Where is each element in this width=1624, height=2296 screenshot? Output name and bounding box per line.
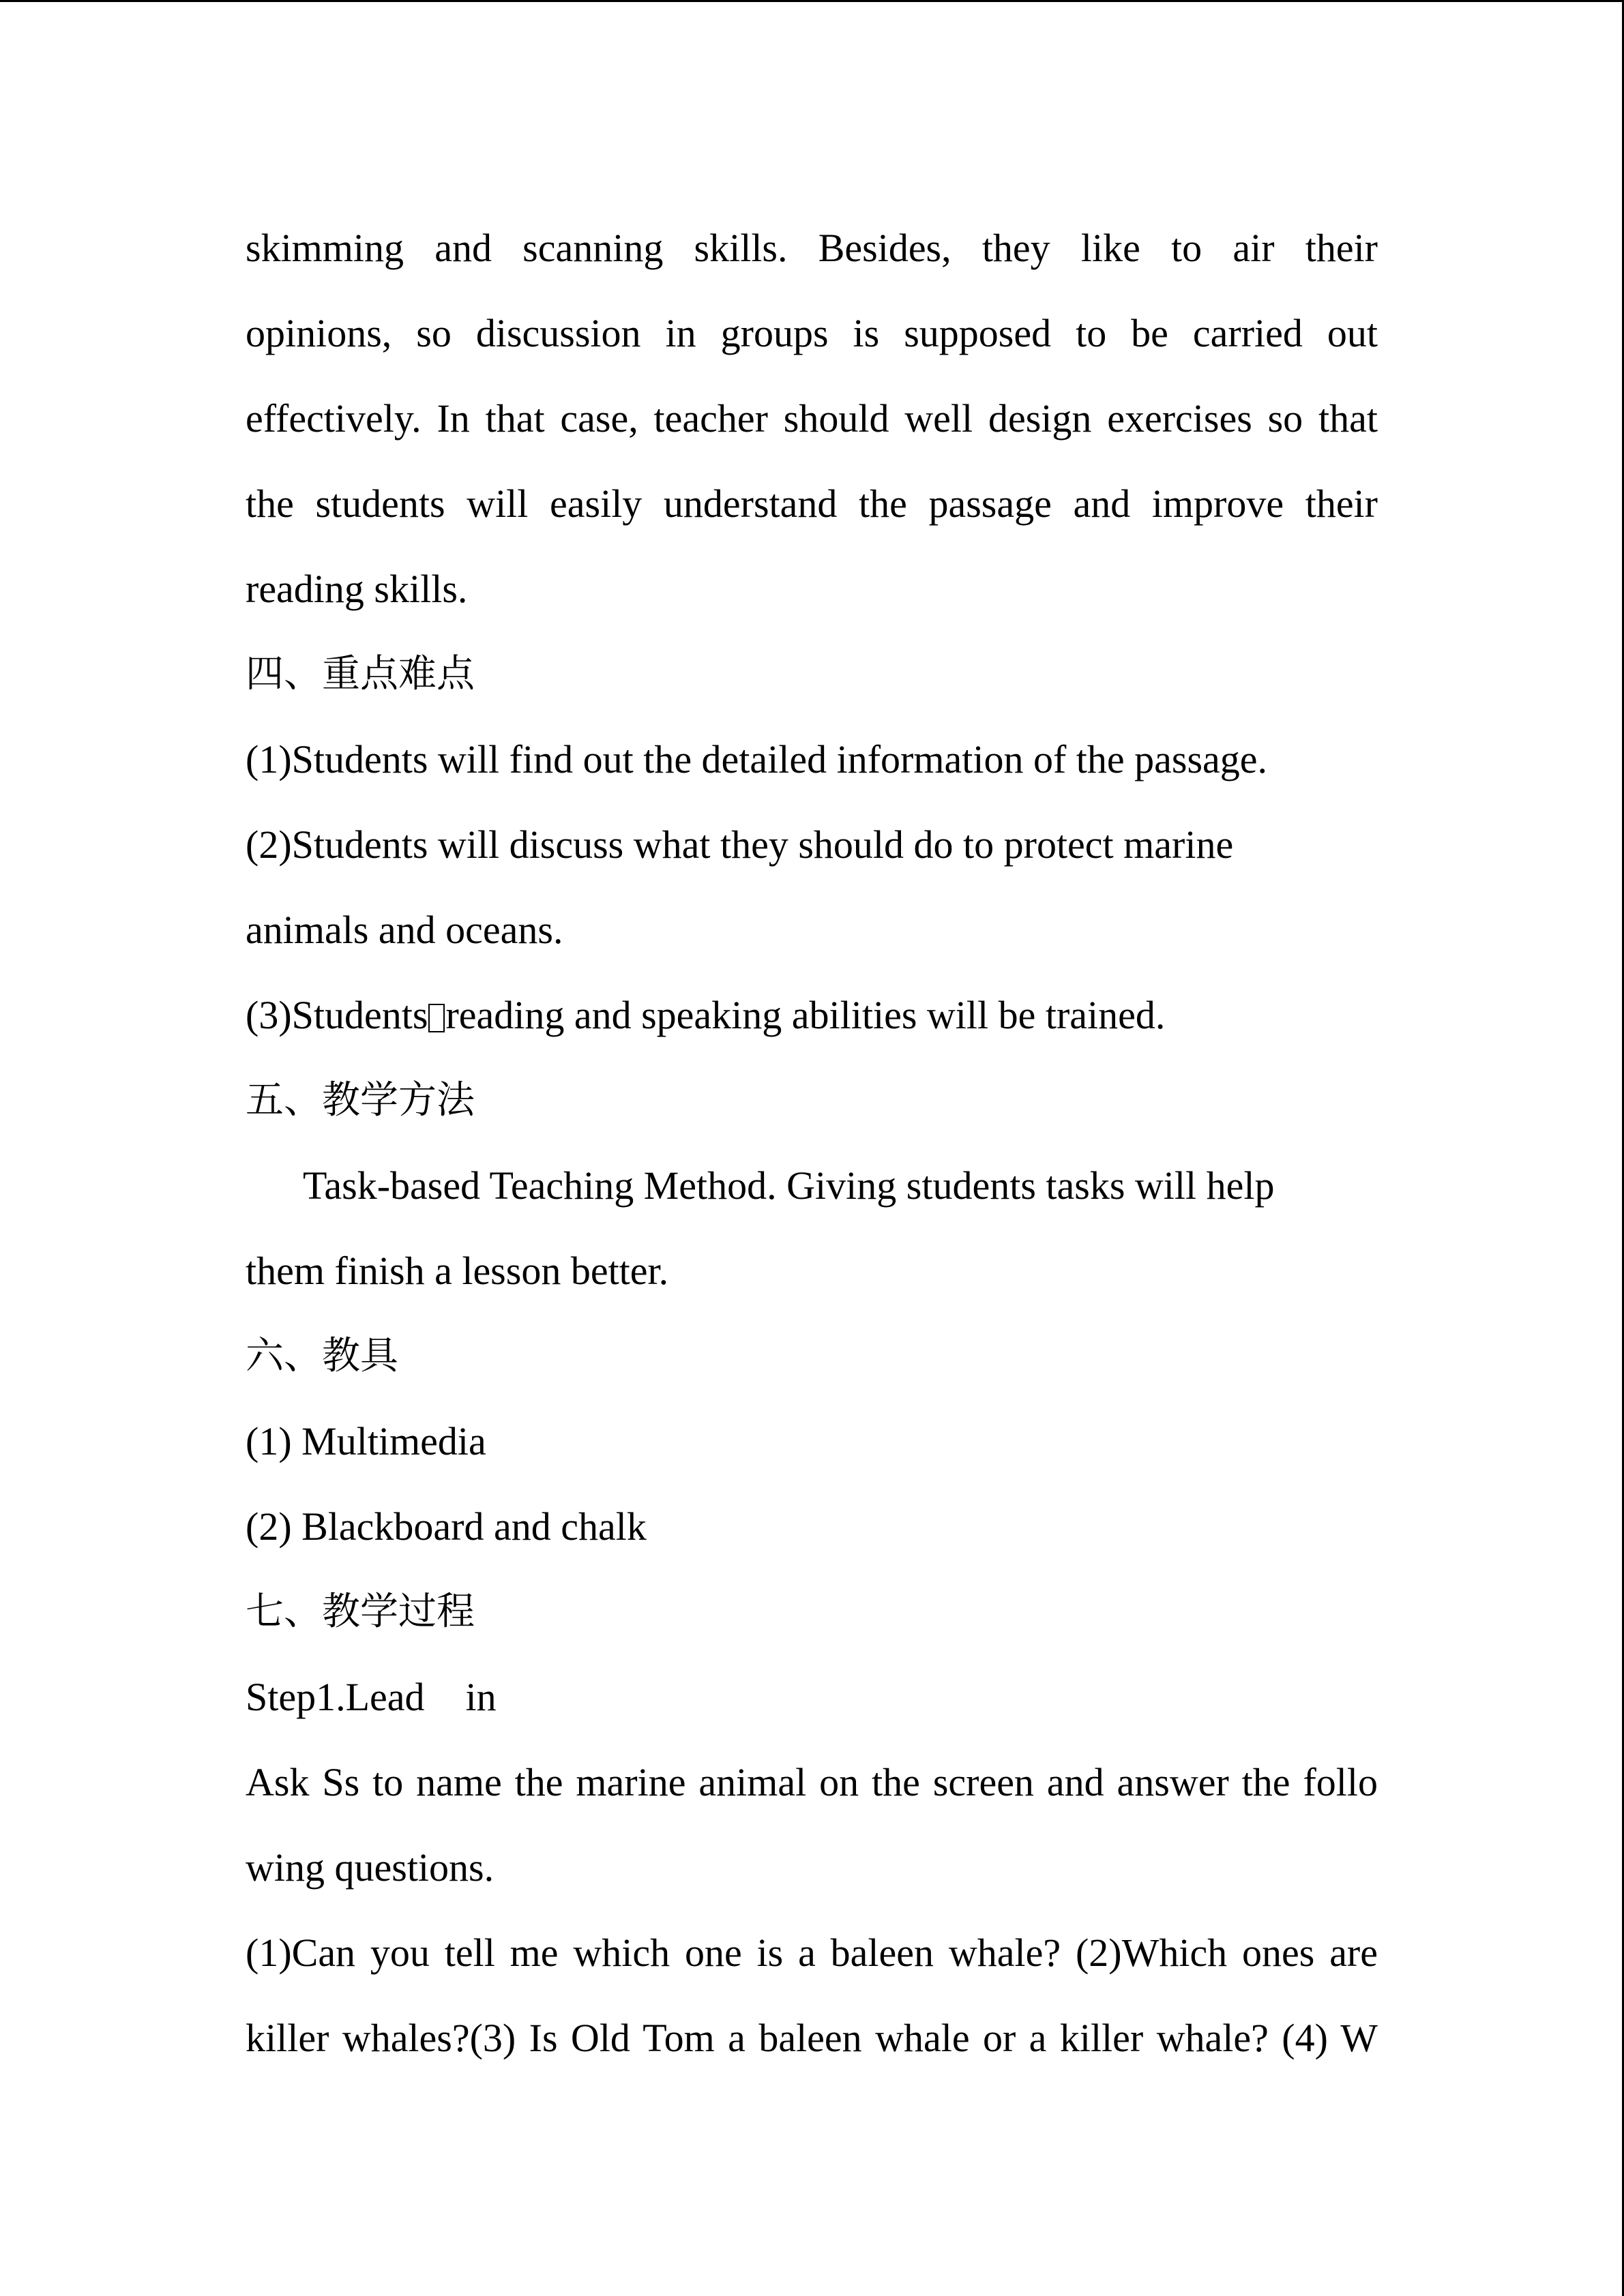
list-item: (1) Multimedia xyxy=(246,1419,486,1463)
list-item-text: (3)Students xyxy=(246,993,428,1037)
step-title-text: in xyxy=(465,1675,497,1719)
paragraph-line: the students will easily understand the passage and improve their xyxy=(246,481,1378,526)
paragraph-line: wing questions. xyxy=(246,1845,494,1890)
section-heading-key-points: 四、重点难点 xyxy=(246,652,475,696)
list-item: (2) Blackboard and chalk xyxy=(246,1504,647,1549)
step-title-text: Step1.Lead xyxy=(246,1675,425,1719)
section-heading-teaching-aids: 六、教具 xyxy=(246,1334,398,1378)
section-heading-teaching-process: 七、教学过程 xyxy=(246,1590,475,1634)
paragraph-line: opinions, so discussion in groups is supposed to be carried out xyxy=(246,311,1378,355)
paragraph-line: Ask Ss to name the marine animal on the screen and answer the follo xyxy=(246,1760,1378,1804)
section-heading-teaching-method: 五、教学方法 xyxy=(246,1078,475,1122)
list-item-continuation: animals and oceans. xyxy=(246,908,563,952)
paragraph-line: (1)Can you tell me which one is a baleen whale? (2)Which ones are xyxy=(246,1930,1378,1975)
paragraph-line: them finish a lesson better. xyxy=(246,1249,669,1293)
paragraph-line: effectively. In that case, teacher should well design exercises so that xyxy=(246,396,1378,441)
paragraph-line: reading skills. xyxy=(246,567,468,611)
list-item-text: reading and speaking abilities will be trained. xyxy=(445,993,1166,1037)
list-item xyxy=(246,972,1378,1058)
list-item: (2)Students will discuss what they should do to protect marine xyxy=(246,822,1234,867)
document-body xyxy=(246,205,1378,2081)
paragraph-line: killer whales?(3) Is Old Tom a baleen whale or a killer whale? (4) W xyxy=(246,2016,1378,2060)
paragraph-line: skimming and scanning skills. Besides, they like to air their xyxy=(246,226,1378,270)
step-title xyxy=(246,1654,1378,1740)
missing-glyph-icon xyxy=(428,1004,445,1032)
list-item: (1)Students will find out the detailed information of the passage. xyxy=(246,737,1268,781)
paragraph-line: Task-based Teaching Method. Giving students tasks will help xyxy=(303,1163,1275,1208)
